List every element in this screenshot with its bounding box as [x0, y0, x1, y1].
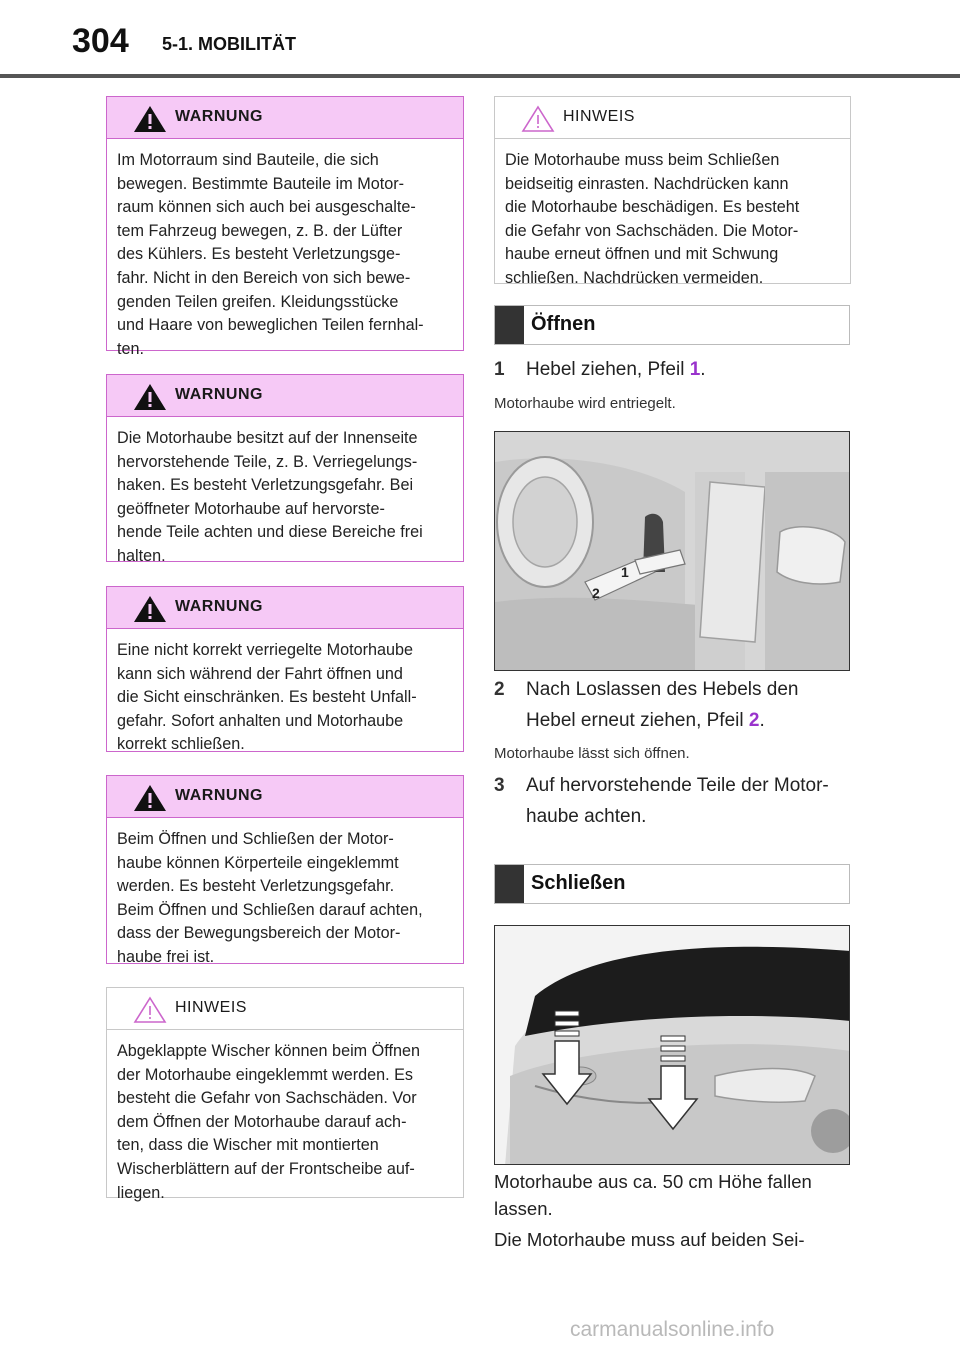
text-line: die Motorhaube beschädigen. Es besteht — [505, 198, 800, 217]
text-line: ten. — [117, 339, 145, 358]
text-line: haube erneut öffnen und mit Schwung — [505, 245, 779, 264]
figure-closing-hood — [494, 925, 850, 1165]
step-text-line-2: Hebel erneut ziehen, Pfeil 2. — [526, 710, 765, 731]
step-number: 2 — [494, 679, 505, 700]
notice-label: HINWEIS — [563, 108, 635, 125]
section-title: 5-1. MOBILITÄT — [162, 34, 296, 54]
hood-illustration — [495, 926, 850, 1165]
text-line: tem Fahrzeug bewegen, z. B. der Lüfter — [117, 221, 403, 240]
warning-triangle-icon — [133, 383, 167, 411]
text-line: bewegen. Bestimmte Bauteile im Motor- — [117, 174, 404, 193]
warning-box-3 — [106, 586, 464, 752]
warning-label: WARNUNG — [175, 386, 263, 403]
warning-box-4 — [106, 775, 464, 964]
text-line: halten. — [117, 546, 166, 565]
step-1-result: Motorhaube wird entriegelt. — [494, 395, 676, 412]
warning-triangle-icon — [133, 595, 167, 623]
text-line: gefahr. Sofort anhalten und Motorhaube — [117, 711, 404, 730]
step-text-line-1: Auf hervorstehende Teile der Motor- — [526, 775, 829, 796]
text-line: die Gefahr von Sachschäden. Die Motor- — [505, 221, 799, 240]
section-heading-open — [494, 305, 850, 345]
warning-label: WARNUNG — [175, 598, 263, 615]
text-line: der Motorhaube eingeklemmt werden. Es — [117, 1065, 414, 1084]
closing-instruction — [494, 1168, 854, 1222]
figure-hood-release-lever — [494, 431, 850, 671]
closing-note — [494, 1226, 854, 1253]
step-2 — [494, 674, 799, 736]
page-number: 304 — [72, 22, 129, 60]
warning-box-2 — [106, 374, 464, 565]
notice-box-1 — [106, 987, 464, 1202]
warning-box-header — [107, 97, 463, 139]
heading-text: Schließen — [531, 872, 626, 894]
section-heading-close — [494, 864, 850, 904]
step-text-line-2: haube achten. — [526, 806, 647, 827]
warning-text — [107, 139, 463, 361]
text-line: fahr. Nicht in den Bereich von sich bewe- — [117, 268, 411, 287]
text-line: kann sich während der Fahrt öffnen und — [117, 664, 403, 683]
text-line: dass der Bewegungsbereich der Motor- — [117, 924, 401, 943]
heading-bar — [495, 865, 524, 903]
text-line: geöffneter Motorhaube auf hervorste- — [117, 499, 385, 518]
notice-text — [107, 1030, 463, 1205]
heading-bar — [495, 306, 524, 344]
step-text-line-1: Nach Loslassen des Hebels den — [526, 679, 799, 700]
text-line: Die Motorhaube muss beim Schließen — [505, 151, 780, 169]
warning-box-header — [107, 587, 463, 629]
text-line: haube können Körperteile eingeklemmt — [117, 853, 399, 872]
text-line: genden Teilen greifen. Kleidungsstücke — [117, 292, 399, 311]
text-line: haube frei ist. — [117, 947, 215, 966]
step-text: Hebel ziehen, Pfeil 1. — [526, 359, 706, 380]
text-line: lassen. — [494, 1198, 553, 1219]
page-header — [0, 0, 960, 80]
text-line: liegen. — [117, 1183, 165, 1202]
text-line: beidseitig einrasten. Nachdrücken kann — [505, 174, 789, 193]
warning-box-header — [107, 375, 463, 417]
warning-box-header — [107, 776, 463, 818]
arrow-ref: 2 — [748, 710, 760, 731]
text-line: schließen. Nachdrücken vermeiden. — [505, 268, 764, 287]
text-line: Wischerblättern auf der Frontscheibe auf- — [117, 1159, 415, 1178]
notice-box-header — [107, 988, 463, 1030]
warning-label: WARNUNG — [175, 108, 263, 125]
text-line: Im Motorraum sind Bauteile, die sich — [117, 151, 379, 169]
arrow-ref: 1 — [689, 359, 701, 380]
text-line: raum können sich auch bei ausgeschalte- — [117, 198, 416, 217]
warning-triangle-icon — [133, 784, 167, 812]
text-line: und Haare von beweglichen Teilen fernhal- — [117, 316, 424, 335]
notice-box-header — [495, 97, 850, 139]
step-2-result: Motorhaube lässt sich öffnen. — [494, 745, 690, 762]
text-line: besteht die Gefahr von Sachschäden. Vor — [117, 1089, 417, 1108]
text-line: Die Motorhaube besitzt auf der Innenseite — [117, 429, 418, 447]
warning-text — [107, 629, 463, 757]
text-line: werden. Es besteht Verletzungsgefahr. — [117, 877, 395, 896]
heading-text: Öffnen — [531, 313, 596, 335]
step-number: 3 — [494, 775, 505, 796]
step-number: 1 — [494, 359, 505, 380]
notice-triangle-icon — [521, 105, 555, 133]
header-rule — [0, 74, 960, 78]
text-line: Motorhaube aus ca. 50 cm Höhe fallen — [494, 1171, 812, 1192]
text-line: Abgeklappte Wischer können beim Öffnen — [117, 1042, 420, 1060]
warning-triangle-icon — [133, 105, 167, 133]
text-line: die Sicht einschränken. Es besteht Unfall- — [117, 688, 417, 707]
warning-text — [107, 417, 463, 569]
text-line: ten, dass die Wischer mit montierten — [117, 1136, 379, 1155]
notice-box-2 — [494, 96, 851, 287]
warning-label: WARNUNG — [175, 787, 263, 804]
figure-label-2: 2 — [592, 585, 600, 601]
text-line: haken. Es besteht Verletzungsgefahr. Bei — [117, 476, 414, 495]
text-line: Die Motorhaube muss auf beiden Sei- — [494, 1229, 805, 1250]
text-line: hende Teile achten und diese Bereiche frei — [117, 523, 423, 542]
step-3 — [494, 770, 829, 832]
watermark: carmanualsonline.info — [570, 1318, 775, 1341]
text-line: dem Öffnen der Motorhaube darauf ach- — [117, 1112, 407, 1131]
figure-label-1: 1 — [621, 564, 629, 580]
text-line: Eine nicht korrekt verriegelte Motorhaube — [117, 641, 414, 659]
warning-text — [107, 818, 463, 970]
text-line: des Kühlers. Es besteht Verletzungsge- — [117, 245, 401, 264]
notice-label: HINWEIS — [175, 999, 247, 1016]
notice-triangle-icon — [133, 996, 167, 1024]
notice-text — [495, 139, 850, 291]
text-line: Beim Öffnen und Schließen der Motor- — [117, 830, 394, 848]
warning-box-1 — [106, 96, 464, 358]
text-line: Beim Öffnen und Schließen darauf achten, — [117, 900, 423, 919]
lever-illustration — [495, 432, 850, 671]
step-1 — [494, 354, 706, 385]
text-line: korrekt schließen. — [117, 735, 245, 754]
text-line: hervorstehende Teile, z. B. Verriegelungs- — [117, 452, 418, 471]
